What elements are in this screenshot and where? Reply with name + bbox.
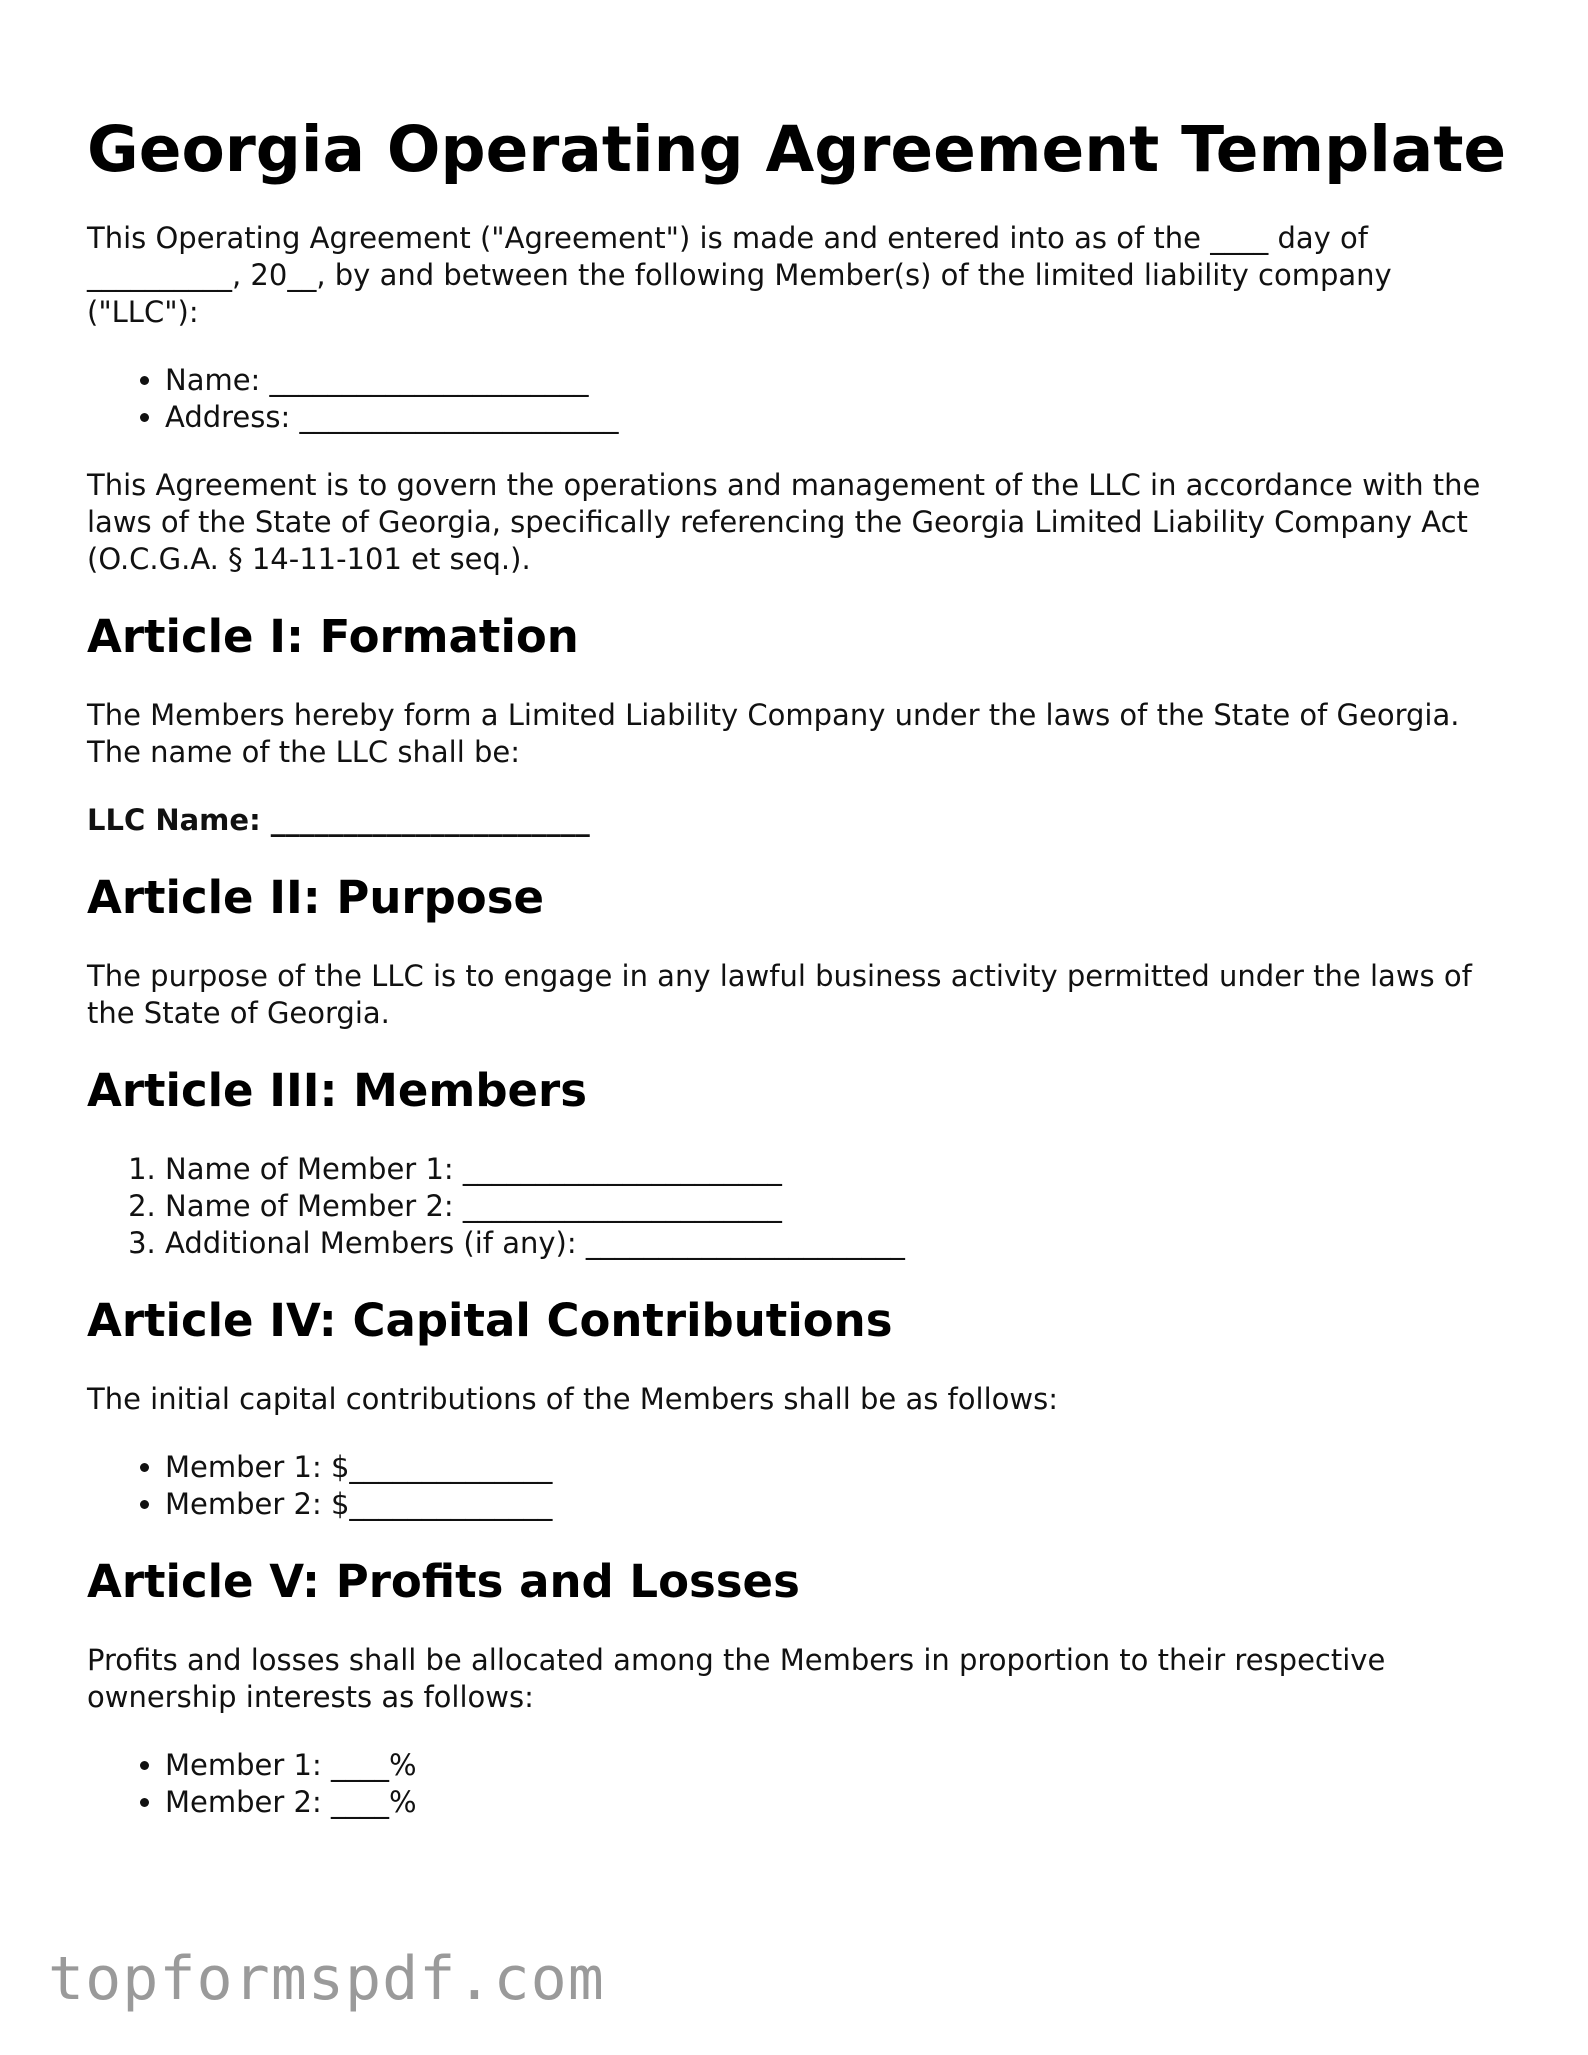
capital-contributions-list	[87, 1449, 1507, 1523]
article-2-heading: Article II: Purpose	[87, 871, 545, 924]
share-member-2: • Member 2: ____%	[165, 1784, 1507, 1821]
intro-address-field: • Address: ______________________	[165, 399, 1507, 436]
article-2-text: The purpose of the LLC is to engage in any lawful business activity permitted under the laws of the State of Georgia.	[87, 959, 1472, 1030]
watermark: topformspdf.com	[48, 1944, 605, 2014]
article-3-heading: Article III: Members	[87, 1064, 588, 1117]
share-member-1: • Member 1: ____%	[165, 1747, 1507, 1784]
llc-name-field: LLC Name: ______________________	[87, 803, 590, 837]
members-list	[87, 1151, 1507, 1262]
article-5-heading: Article V: Profits and Losses	[87, 1555, 800, 1608]
contribution-member-1: • Member 1: $______________	[165, 1449, 1507, 1486]
governing-paragraph: This Agreement is to govern the operations and management of the LLC in accordance with the laws of the State of Georgia, specifically referencing the Georgia Limited Liability Company Act (O.C.G.A. § 14-11-101 et seq.).	[87, 468, 1481, 576]
member-2-field: 2. Name of Member 2: ______________________	[165, 1188, 1507, 1225]
additional-members-field: 3. Additional Members (if any): ______________________	[165, 1225, 1507, 1262]
intro-fields-list	[87, 362, 1507, 436]
profit-shares-list	[87, 1747, 1507, 1821]
intro-name-field: • Name: ______________________	[165, 362, 1507, 399]
document-page	[87, 108, 1507, 1852]
article-4-text: The initial capital contributions of the Members shall be as follows:	[87, 1382, 1058, 1416]
article-1-heading: Article I: Formation	[87, 610, 579, 663]
member-1-field: 1. Name of Member 1: ______________________	[165, 1151, 1507, 1188]
contribution-member-2: • Member 2: $______________	[165, 1486, 1507, 1523]
article-4-heading: Article IV: Capital Contributions	[87, 1294, 893, 1347]
intro-paragraph: This Operating Agreement ("Agreement") is made and entered into as of the ____ day of __________, 20__, by and between the following Member(s) of the limited liability company ("LLC"):	[87, 221, 1392, 329]
article-5-text: Profits and losses shall be allocated among the Members in proportion to their respective ownership interests as follows:	[87, 1643, 1386, 1714]
page-title: Georgia Operating Agreement Template	[87, 113, 1507, 186]
article-1-text: The Members hereby form a Limited Liability Company under the laws of the State of Georgia. The name of the LLC shall be:	[87, 698, 1460, 769]
